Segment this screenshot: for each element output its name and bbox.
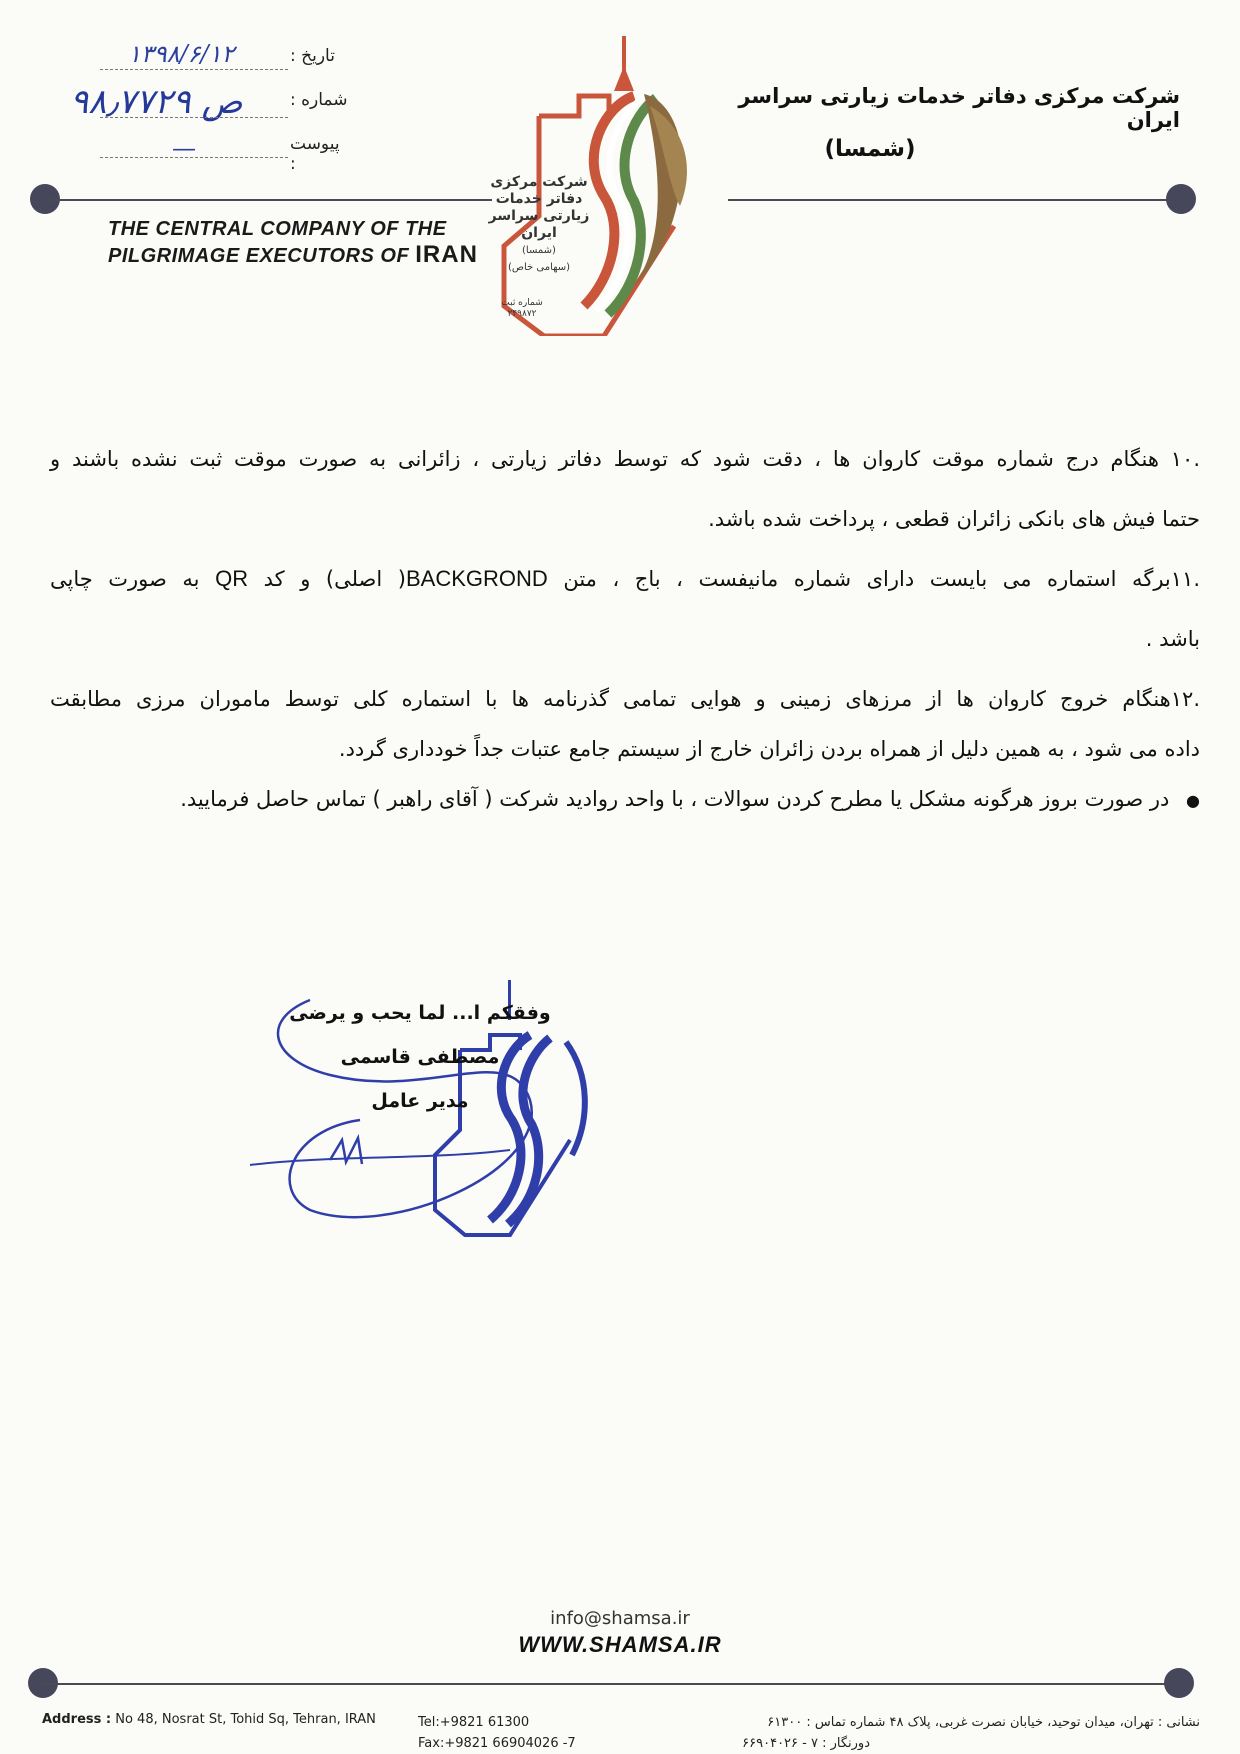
date-label: تاریخ :: [290, 46, 335, 66]
attachment-line: [100, 156, 288, 158]
item-11-mid: ( اصلی) و کد: [263, 567, 406, 591]
logo-reg-label: شماره ثبت: [501, 298, 543, 308]
company-name-fa: شرکت مرکزی دفاتر خدمات زیارتی سراسر ایران: [738, 84, 1180, 132]
item-11-line-1: [50, 560, 1200, 598]
date-value: ۱۳۹۸/۶/۱۲: [128, 40, 235, 68]
item-10-line-1: .۱۰ هنگام درج شماره موقت کاروان ها ، دقت شود که توسط دفاتر زیارتی ، زائرانی به صورت موقت ثبت نشده باشند و: [50, 447, 1200, 471]
footer-rule: [42, 1683, 1182, 1685]
footer-rule-right-dot: [1164, 1668, 1194, 1698]
footer-website[interactable]: WWW.SHAMSA.IR: [518, 1632, 722, 1657]
company-name-en-line2-wrap: [108, 242, 488, 269]
item-10-line-2: حتما فیش های بانکی زائران قطعی ، پرداخت شده باشد.: [708, 507, 1200, 531]
bullet-text: در صورت بروز هرگونه مشکل یا مطرح کردن سوالات ، با واحد روادید شرکت ( آقای راهبر ) تماس حاصل فرمایید.: [180, 787, 1170, 811]
footer-address: No 48, Nosrat St, Tohid Sq, Tehran, IRAN: [115, 1712, 376, 1727]
logo-line-4: ایران: [521, 225, 557, 241]
letter-body: [50, 440, 1200, 820]
company-name-en: [108, 216, 488, 269]
item-11-background: BACKGROND: [405, 566, 548, 591]
footer-address-fa: نشانی : تهران، میدان توحید، خیابان نصرت غربی، پلاک ۴۸ شماره تماس : ۶۱۳۰۰: [767, 1715, 1200, 1730]
footer-email[interactable]: info@shamsa.ir: [550, 1608, 690, 1629]
footer-tel: Tel:+9821 61300: [418, 1715, 530, 1730]
date-line: [100, 68, 288, 70]
item-11-pre: .۱۱برگه استماره می بایست دارای شماره مانیفست ، باج ، متن: [563, 567, 1200, 591]
company-name-en-line1: THE CENTRAL COMPANY OF THE: [108, 218, 447, 240]
number-label: شماره :: [290, 90, 348, 110]
bullet-item: [50, 780, 1200, 820]
footer-address-label: Address :: [42, 1712, 112, 1727]
footer-contacts-en: [418, 1712, 618, 1754]
header-rule-right: [728, 199, 1188, 201]
item-12-line-1: .۱۲هنگام خروج کاروان ها از مرزهای زمینی و هوایی تمامی گذرنامه ها با استماره کلی توسط ماموران مرزی مطابقت: [50, 687, 1200, 711]
logo-line-3: زیارتی سراسر: [488, 208, 590, 224]
logo-line-1: شرکت مرکزی: [490, 174, 588, 190]
signature-closing: وفقکم ا... لما یحب و یرضی: [289, 1002, 551, 1024]
header-rule-right-dot: [1166, 184, 1196, 214]
item-11-line-2: باشد .: [1145, 627, 1200, 651]
item-11-post: به صورت چاپی: [50, 567, 200, 591]
company-name-en-iran: IRAN: [415, 241, 478, 268]
signature-title: مدیر عامل: [371, 1090, 469, 1112]
signature-name: مصطفی قاسمی: [340, 1046, 500, 1068]
company-name-en-line2: PILGRIMAGE EXECUTORS OF: [108, 245, 410, 267]
attachment-label: پیوست :: [290, 134, 340, 174]
logo-line-2: دفاتر خدمات: [495, 191, 583, 207]
logo-reg-number: ۲۴۹۸۷۲: [507, 309, 537, 319]
item-12-line-2: داده می شود ، به همین دلیل از همراه بردن زائران خارج از سیستم جامع عتبات جداً خودداری گردد.: [338, 737, 1200, 761]
logo-line-6: (سهامی خاص): [507, 262, 571, 273]
item-11-qr: QR: [215, 566, 249, 591]
footer-fax-fa: دورنگار : ۷ - ۶۶۹۰۴۰۲۶: [742, 1736, 870, 1751]
number-value: ۹۸٫۷۷۲۹ ص: [70, 82, 243, 122]
company-logo: [484, 36, 724, 336]
footer-fax: Fax:+9821 66904026 -7: [418, 1736, 576, 1751]
letter-meta: [70, 38, 380, 174]
header-rule-left: [44, 199, 492, 201]
signature-block: [270, 1002, 570, 1112]
number-line: [100, 116, 288, 118]
footer-address-fa-block: [620, 1712, 1200, 1754]
logo-line-5: (شمسا): [522, 245, 556, 256]
company-abbr-fa: (شمسا): [824, 136, 916, 162]
logo-registration: [492, 298, 552, 320]
attachment-value: —: [172, 134, 196, 162]
footer-address-en: [42, 1712, 402, 1727]
bullet-icon: ●: [1186, 791, 1200, 810]
